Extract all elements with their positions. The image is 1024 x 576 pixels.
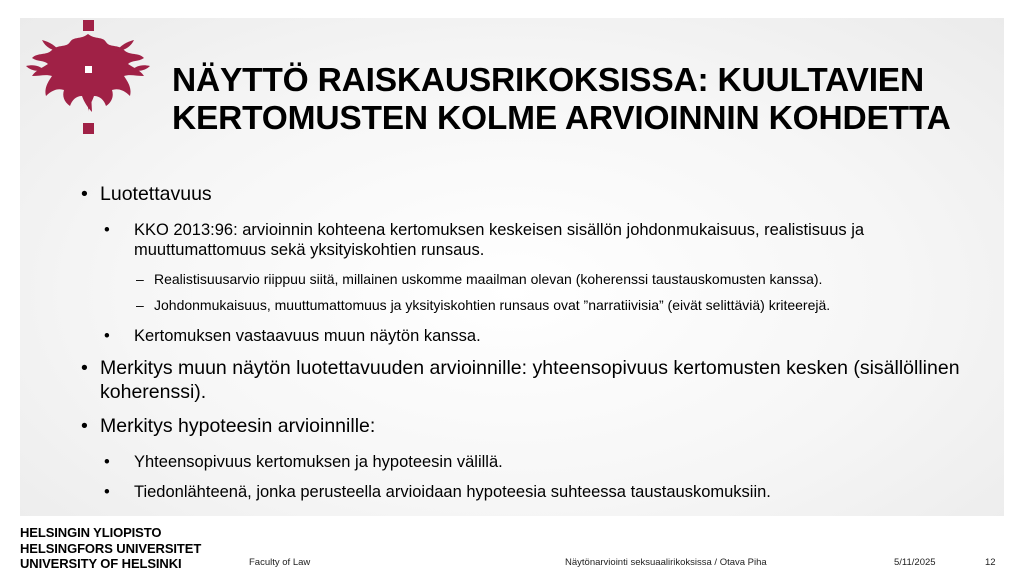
bullet-text: Kertomuksen vastaavuus muun näytön kanssa. [134,327,481,345]
bullet-item [78,356,998,404]
bullet-text: Luotettavuus [100,183,212,205]
footer-presentation-title: Näytönarviointi seksuaalirikoksissa / Otava Piha [565,557,767,568]
bullet-text: Realistisuusarvio riippuu siitä, millainen uskomme maailman olevan (koherenssi taustauskomusten kanssa). [154,271,823,287]
university-flame-logo-icon [22,18,152,136]
bullet-item [78,482,998,502]
bullet-text: Yhteensopivuus kertomuksen ja hypoteesin välillä. [134,453,503,471]
bullet-marker: • [81,183,88,205]
university-name-en: UNIVERSITY OF HELSINKI [20,556,182,571]
slide-title: NÄYTTÖ RAISKAUSRIKOKSISSA: KUULTAVIEN KERTOMUSTEN KOLME ARVIOINNIN KOHDETTA [172,62,951,137]
university-name-sv: HELSINGFORS UNIVERSITET [20,540,202,556]
slide-body [78,182,998,502]
bullet-marker: • [81,415,88,437]
bullet-marker: • [104,327,110,345]
bullet-item [78,414,998,438]
bullet-marker: • [104,221,110,239]
bullet-item [78,326,998,346]
bullet-item [78,270,998,288]
bullet-marker: • [104,453,110,471]
bullet-marker: – [136,271,144,287]
university-name-logo [20,525,201,572]
bullet-text: Tiedonlähteenä, jonka perusteella arvioidaan hypoteesia suhteessa taustauskomuksiin. [134,483,771,501]
bullet-marker: • [81,357,88,379]
footer-date: 5/11/2025 [894,557,936,568]
bullet-text: KKO 2013:96: arvioinnin kohteena kertomuksen keskeisen sisällön johdonmukaisuus, realistisuus ja muuttumattomuus sekä yksityiskohtien runsaus. [134,221,865,259]
footer-faculty: Faculty of Law [249,557,311,568]
bullet-item [78,182,998,206]
bullet-text: Merkitys muun näytön luotettavuuden arvioinnille: yhteensopivuus kertomusten kesken (sisällöllinen koherenssi). [100,357,960,403]
bullet-marker: • [104,483,110,501]
bullet-item [78,220,998,260]
bullet-marker: – [136,297,144,313]
bullet-item [78,296,998,314]
footer-page-number: 12 [985,557,996,568]
bullet-text: Johdonmukaisuus, muuttumattomuus ja yksityiskohtien runsaus ovat ”narratiivisia” (eivät selittäviä) kriteerejä. [154,297,831,313]
university-name-fi: HELSINGIN YLIOPISTO [20,525,162,540]
bullet-item [78,452,998,472]
bullet-text: Merkitys hypoteesin arvioinnille: [100,415,376,437]
